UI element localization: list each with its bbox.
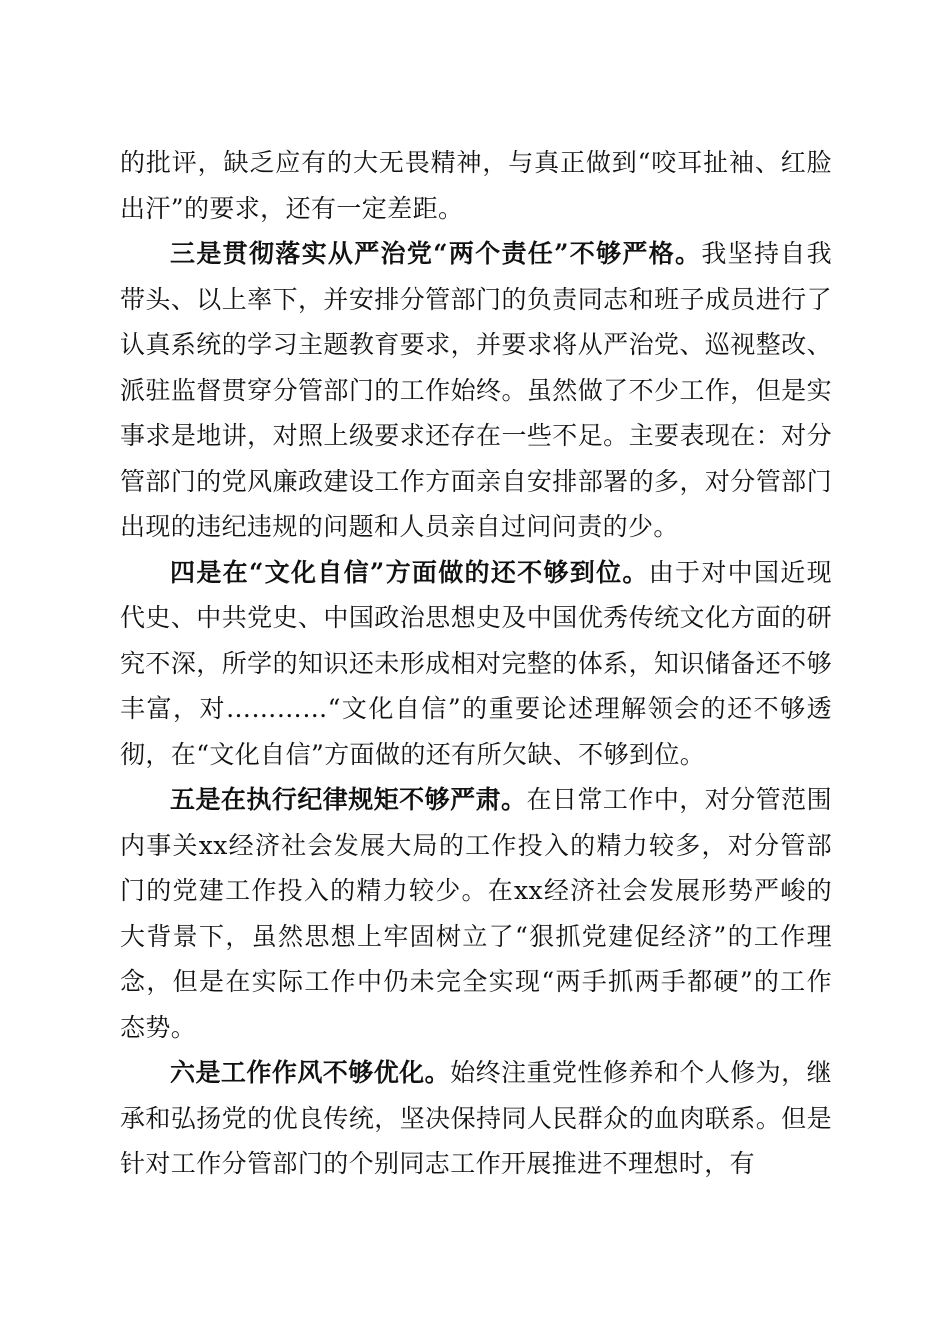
document-body	[120, 140, 832, 1187]
paragraph-point-three	[120, 231, 832, 550]
paragraph-lead: 六是工作作风不够优化。	[170, 1058, 451, 1087]
paragraph-lead: 三是贯彻落实从严治党“两个责任”不够严格。	[170, 239, 702, 268]
paragraph-text: 我坚持自我带头、以上率下，并安排分管部门的负责同志和班子成员进行了认真系统的学习主题教育要求，并要求将从严治党、巡视整改、派驻监督贯穿分管部门的工作始终。虽然做了不少工作，但是实事求是地讲，对照上级要求还存在一些不足。主要表现在：对分管部门的党风廉政建设工作方面亲自安排部署的多，对分管部门出现的违纪违规的问题和人员亲自过问问责的少。	[120, 239, 832, 541]
paragraph-continuation	[120, 140, 832, 231]
paragraph-lead: 四是在“文化自信”方面做的还不够到位。	[170, 557, 649, 587]
paragraph-point-six	[120, 1050, 832, 1187]
paragraph-text: 在日常工作中，对分管范围内事关xx经济社会发展大局的工作投入的精力较多，对分管部门的党建工作投入的精力较少。在xx经济社会发展形势严峻的大背景下，虽然思想上牢固树立了“狠抓党建促经济”的工作理念，但是在实际工作中仍未完全实现“两手抓两手都硬”的工作态势。	[120, 785, 832, 1042]
paragraph-text: 始终注重党性修养和个人修为，继承和弘扬党的优良传统，坚决保持同人民群众的血肉联系。但是针对工作分管部门的个别同志工作开展推进不理想时，有	[120, 1058, 832, 1178]
paragraph-text: 的批评，缺乏应有的大无畏精神，与真正做到“咬耳扯袖、红脸出汗”的要求，还有一定差距。	[120, 148, 832, 223]
paragraph-point-five	[120, 777, 832, 1050]
paragraph-text: 由于对中国近现代史、中共党史、中国政治思想史及中国优秀传统文化方面的研究不深，所学的知识还未形成相对完整的体系，知识储备还不够丰富，对…………“文化自信”的重要论述理解领会的还不够透彻，在“文化自信”方面做的还有所欠缺、不够到位。	[120, 557, 832, 769]
paragraph-point-four	[120, 550, 832, 778]
paragraph-lead: 五是在执行纪律规矩不够严肃。	[170, 785, 527, 814]
